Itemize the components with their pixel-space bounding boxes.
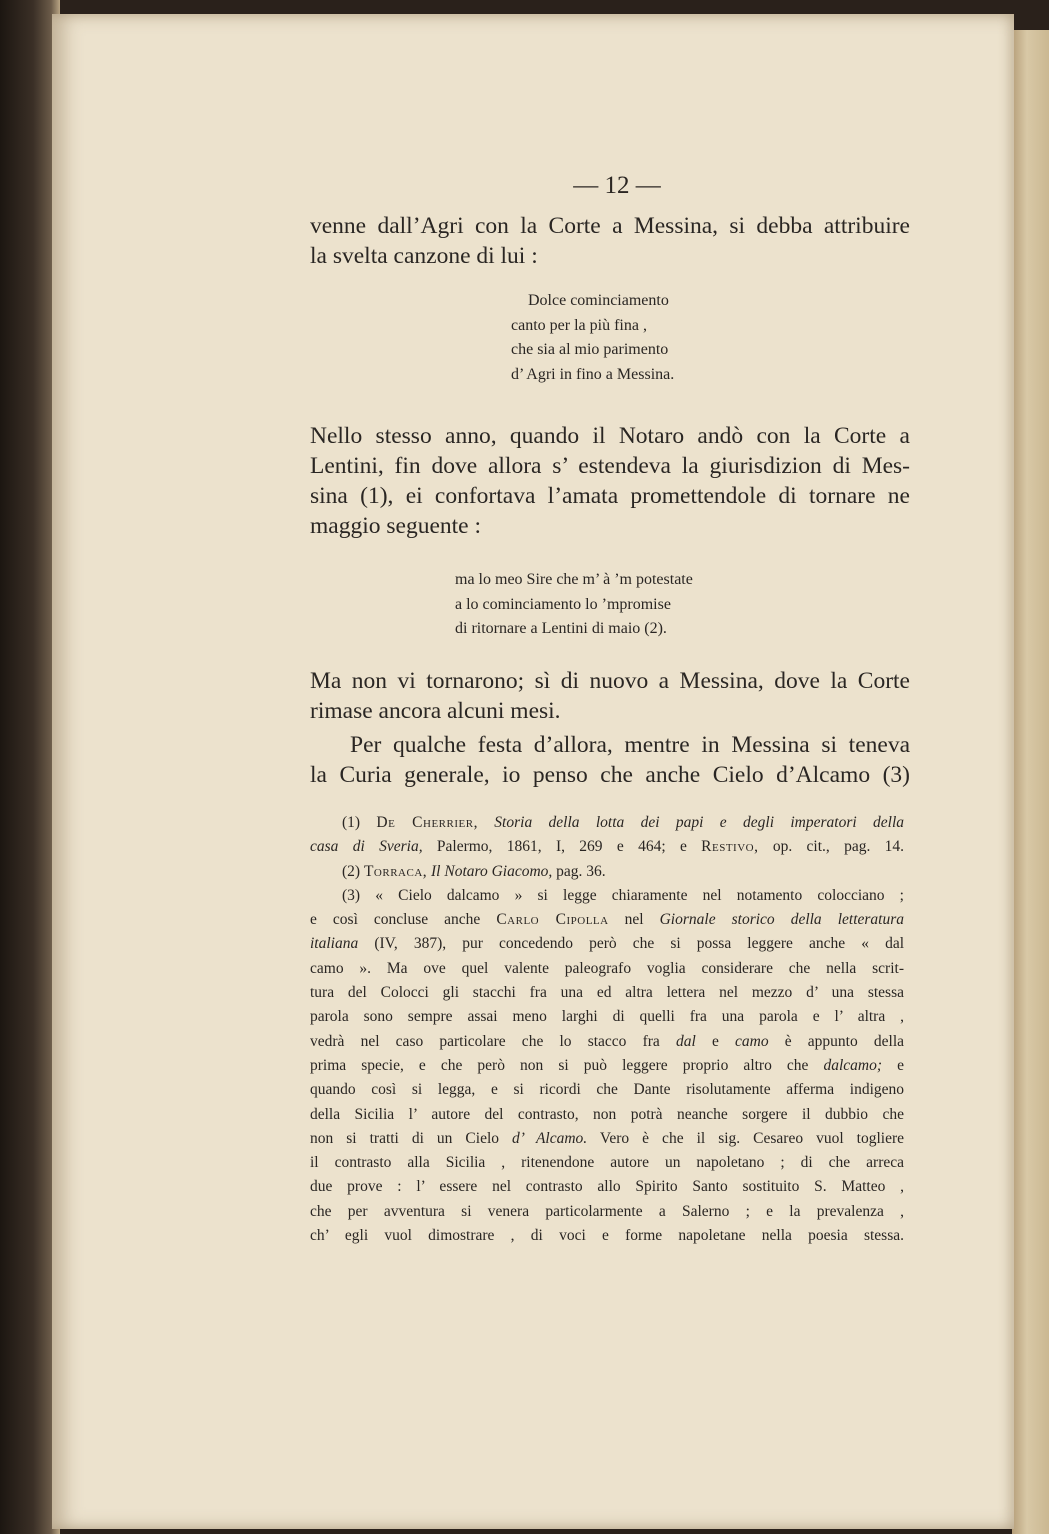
footnote-1: (1) De Cherrier, Storia della lotta dei papi e degli imperatori della	[342, 814, 904, 831]
verse-line: Dolce cominciamento	[528, 292, 669, 309]
text-line: venne dall’Agri con la Corte a Messina, si debba attribuire	[310, 213, 910, 239]
footnote-3-line: che per avventura si venera particolarmente a Salerno ; e la prevalenza ,	[310, 1202, 904, 1220]
verse-line: d’ Agri in fino a Messina.	[511, 365, 675, 383]
paragraph-2	[310, 421, 910, 541]
verse-line: a lo cominciamento lo ’mpromise	[455, 595, 671, 613]
paragraph-1	[310, 211, 910, 271]
footnote-3-line: due prove : l’ essere nel contrasto allo Spirito Santo sostituito S. Matteo ,	[310, 1178, 904, 1196]
text-line: Ma non vi tornarono; sì di nuovo a Messina, dove la Corte	[310, 668, 910, 694]
text-line: Lentini, fin dove allora s’ estendeva la giurisdizion di Mes-	[310, 453, 910, 479]
footnote-3-line: non si tratti di un Cielo d’ Alcamo. Vero è che il sig. Cesareo vuol togliere	[310, 1129, 904, 1147]
verse-line: canto per la più fina ,	[511, 316, 647, 334]
footnote-3-line: ch’ egli vuol dimostrare , di voci e forme napoletane nella poesia stessa.	[310, 1227, 904, 1245]
footnote-3-line: e così concluse anche Carlo Cipolla nel Giornale storico della letteratura	[310, 911, 905, 929]
footnote-3-line: italiana (IV, 387), pur concedendo però che si possa leggere anche « dal	[310, 935, 905, 953]
page-number: — 12 —	[573, 172, 661, 199]
paragraph-4	[310, 730, 910, 790]
verse-line: ma lo meo Sire che m’ à ’m potestate	[455, 571, 693, 588]
text-line: maggio seguente :	[310, 513, 481, 539]
footnote-3: (3) « Cielo dalcamo » si legge chiaramente nel notamento colocciano ;	[342, 886, 904, 904]
verse-quote-2	[455, 568, 693, 642]
footnote-1-cont: casa di Sveria, Palermo, 1861, I, 269 e 464; e Restivo, op. cit., pag. 14.	[310, 838, 905, 856]
text-line: Nello stesso anno, quando il Notaro andò con la Corte a	[310, 423, 910, 449]
footnote-3-line: della Sicilia l’ autore del contrasto, non potrà neanche sorgere il dubbio che	[310, 1105, 904, 1123]
footnote-3-line: quando così si legga, e si ricordi che Dante risolutamente afferma indigeno	[310, 1081, 904, 1099]
next-page-edge	[1012, 30, 1049, 1534]
book-spine	[0, 0, 60, 1534]
text-line: la svelta canzone di lui :	[310, 243, 538, 269]
footnote-3-line: prima specie, e che però non si può leggere proprio altro che dalcamo; e	[310, 1056, 905, 1074]
footnote-3-line: il contrasto alla Sicilia , ritenendone autore un napoletano ; di che arreca	[310, 1154, 904, 1172]
text-line: rimase ancora alcuni mesi.	[310, 698, 561, 724]
verse-line: di ritornare a Lentini di maio (2).	[455, 620, 667, 637]
text-line: sina (1), ei confortava l’amata promettendole di tornare ne	[310, 483, 910, 509]
footnote-3-line: tura del Colocci gli stacchi fra una ed altra lettera nel mezzo d’ una stessa	[310, 984, 904, 1002]
verse-line: che sia al mio parimento	[511, 341, 669, 358]
verse-quote-1	[511, 289, 674, 387]
footnote-3-line: camo ». Ma ove quel valente paleografo voglia considerare che nella scrit-	[310, 959, 904, 977]
text-line: la Curia generale, io penso che anche Cielo d’Alcamo (3)	[310, 762, 910, 788]
paragraph-3	[310, 666, 910, 726]
footnotes	[310, 811, 904, 1248]
footnote-3-line: parola sono sempre assai meno larghi di quelli fra una parola e l’ altra ,	[310, 1008, 904, 1026]
footnote-2: (2) Torraca, Il Notaro Giacomo, pag. 36.	[342, 862, 606, 880]
text-line: Per qualche festa d’allora, mentre in Messina si teneva	[350, 732, 910, 758]
footnote-3-line: vedrà nel caso particolare che lo stacco fra dal e camo è appunto della	[310, 1032, 905, 1050]
